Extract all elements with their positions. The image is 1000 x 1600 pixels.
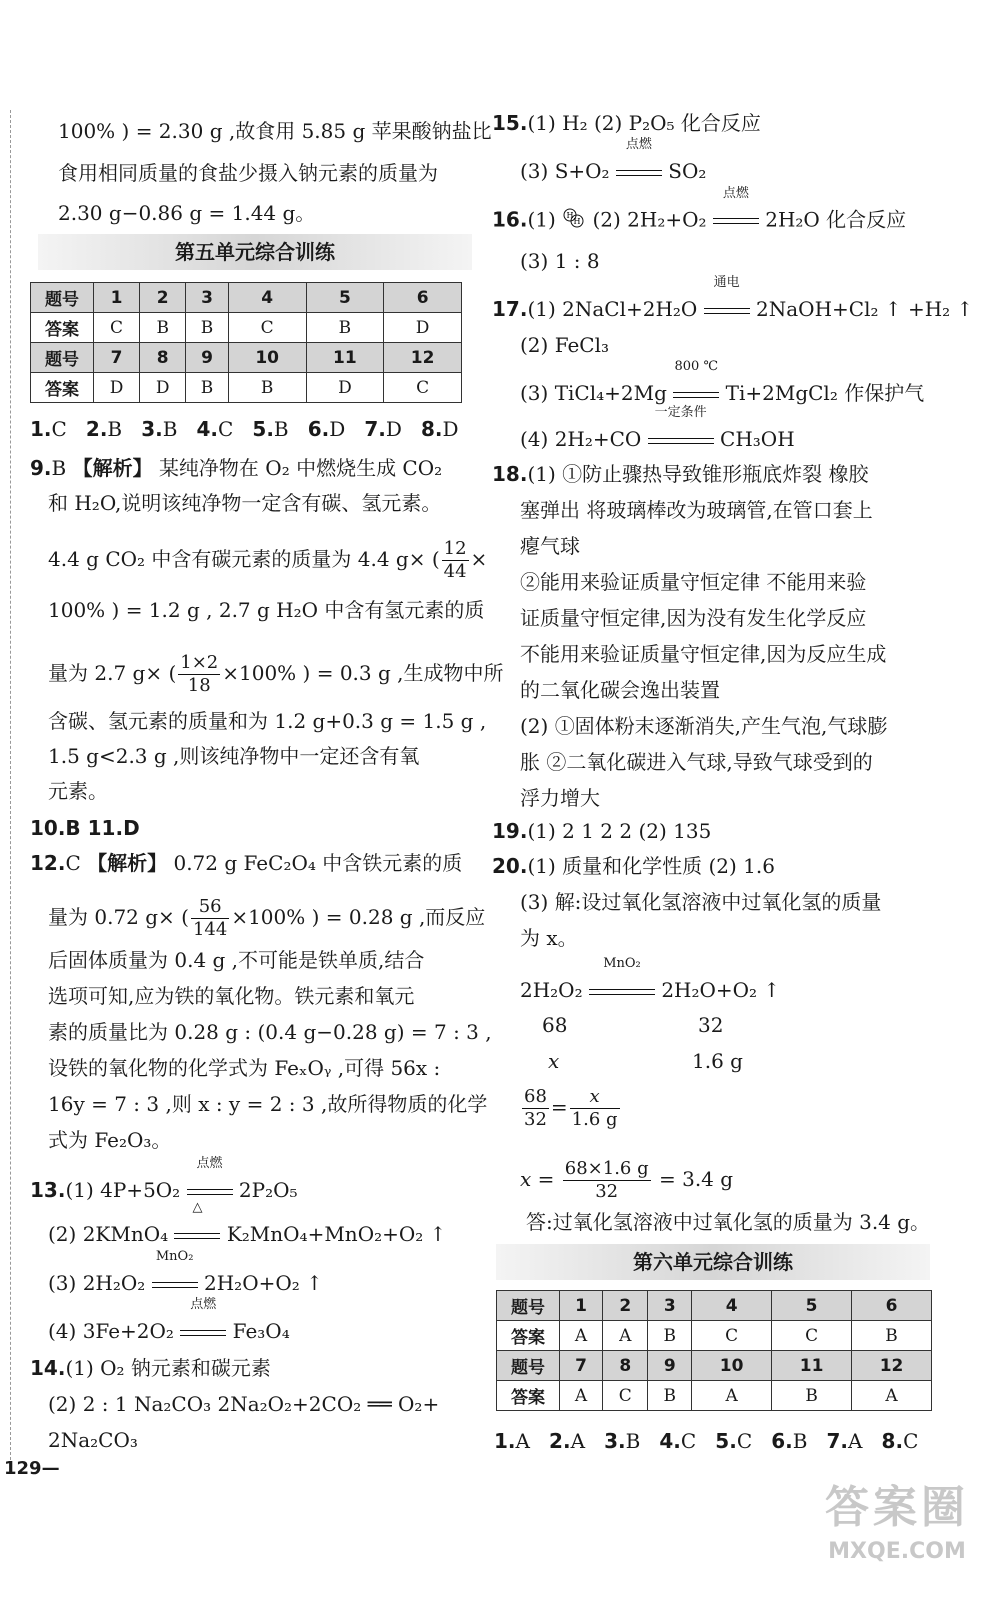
table-cell: B: [140, 313, 186, 343]
denominator: 1.6 g: [571, 1109, 618, 1130]
text-line: 食用相同质量的食盐少摄入钠元素的质量为: [58, 161, 438, 185]
reaction-arrow: [713, 185, 759, 233]
table-cell: 2: [140, 283, 186, 313]
table-cell: 4: [692, 1291, 772, 1321]
numerator: 1×2: [180, 652, 219, 673]
question-number: 2.: [549, 1429, 571, 1453]
fraction: [442, 538, 469, 583]
table-cell: B: [186, 373, 229, 403]
table-cell: D: [306, 373, 384, 403]
q19-line: [492, 818, 711, 844]
analysis-tag: 【解析】: [87, 851, 168, 875]
numerator: x: [570, 1086, 620, 1109]
q17-eq1: [492, 275, 974, 322]
unit5-answer-table: [30, 282, 462, 403]
text-line: 元素。: [48, 779, 108, 803]
denominator: 144: [192, 919, 228, 940]
table-cell: A: [692, 1381, 772, 1411]
unit5-title: 第五单元综合训练: [38, 234, 472, 270]
table-cell: 9: [186, 343, 229, 373]
reaction-arrow: [174, 1200, 220, 1247]
table-cell: B: [306, 313, 384, 343]
svg-text:H: H: [566, 211, 574, 220]
q14-line: [30, 1355, 271, 1381]
table-cell: 5: [772, 1291, 852, 1321]
table-cell: B: [228, 373, 306, 403]
text-line: 的二氧化碳会逸出装置: [520, 678, 720, 702]
text-line: 后固体质量为 0.4 g ,不可能是铁单质,结合: [48, 948, 425, 972]
text: (1) 质量和化学性质 (2) 1.6: [527, 854, 775, 878]
equation-left: (1) 4P+5O₂: [65, 1178, 187, 1202]
table-row: [497, 1321, 932, 1351]
table-cell: 题号: [31, 283, 94, 313]
table-cell: 9: [648, 1351, 692, 1381]
equation-left: (2) 2H₂+O₂: [592, 207, 713, 232]
text: = 3.4 g: [652, 1167, 734, 1191]
text-line: 浮力增大: [520, 786, 600, 810]
text-line: (3) 解:设过氧化氢溶液中过氧化氢的质量: [520, 890, 882, 914]
column-divider: [10, 110, 11, 1470]
table-cell: 3: [186, 283, 229, 313]
table-cell: 11: [306, 343, 384, 373]
reaction-condition: 点燃: [722, 185, 749, 201]
table-cell: 答案: [31, 373, 94, 403]
analysis-tag: 【解析】: [72, 456, 153, 480]
question-number: 15.: [492, 111, 528, 135]
table-cell: 题号: [497, 1351, 560, 1381]
table-cell: A: [852, 1381, 932, 1411]
question-number: 19.: [492, 819, 528, 843]
question-number: 8.: [881, 1429, 904, 1453]
molar-mass-68: 68: [542, 1013, 568, 1037]
answer: B: [51, 456, 67, 480]
table-row: [31, 373, 462, 403]
text-line: 不能用来验证质量守恒定律,因为反应生成: [520, 642, 887, 666]
question-number: 8.: [420, 417, 443, 441]
answer: A: [570, 1429, 586, 1453]
hydrogen-molecule-icon: [562, 206, 586, 236]
text-line: 100% ) = 1.2 g , 2.7 g H₂O 中含有氢元素的质: [48, 598, 485, 622]
table-cell: D: [384, 313, 462, 343]
equation-right: 2H₂O+O₂ ↑: [654, 978, 781, 1002]
reaction-condition: △: [192, 1200, 203, 1215]
numerator: 68×1.6 g: [564, 1158, 649, 1179]
text-line: 素的质量比为 0.28 g : (0.4 g−0.28 g) = 7 : 3 ,: [48, 1020, 492, 1044]
table-cell: 1: [94, 283, 140, 313]
table-cell: 7: [560, 1351, 603, 1381]
question-number: 9.: [30, 456, 52, 480]
equation-left: (1) 2NaCl+2H₂O: [527, 297, 704, 321]
table-cell: C: [692, 1321, 772, 1351]
fraction: [178, 652, 220, 697]
table-cell: 7: [94, 343, 140, 373]
q15-eq: [520, 137, 707, 184]
answer: B: [273, 417, 289, 441]
denominator: 32: [524, 1109, 547, 1130]
table-row: [31, 313, 462, 343]
q13-eq1: [30, 1156, 298, 1203]
table-cell: 题号: [31, 343, 94, 373]
numerator: 56: [191, 896, 229, 919]
table-cell: 3: [648, 1291, 692, 1321]
table-cell: C: [384, 373, 462, 403]
answer: B: [792, 1429, 808, 1453]
table-cell: D: [94, 373, 140, 403]
q20-equation: [520, 956, 781, 1003]
text-line: [48, 896, 485, 941]
question-number: 13.: [30, 1178, 66, 1202]
numerator: 12: [443, 538, 467, 559]
table-row: [497, 1381, 932, 1411]
table-cell: 2: [603, 1291, 648, 1321]
question-number: 5.: [252, 417, 274, 441]
question-number: 20.: [492, 854, 528, 878]
equation-right: 2H₂O 化合反应: [758, 207, 907, 232]
numerator: 68: [524, 1086, 547, 1107]
answer: C: [218, 417, 234, 441]
table-cell: C: [772, 1321, 852, 1351]
table-cell: B: [648, 1381, 692, 1411]
reaction-arrow: [704, 275, 750, 322]
equation-right: K₂MnO₄+MnO₂+O₂ ↑: [220, 1222, 447, 1246]
q20-line: [492, 853, 775, 879]
table-cell: B: [186, 313, 229, 343]
watermark-logo-text: 答案圈: [825, 1482, 969, 1533]
question-number: 6.: [307, 417, 330, 441]
answer: C: [680, 1429, 697, 1453]
question-number: 1.: [30, 417, 52, 441]
q12-line: [30, 850, 462, 876]
denominator: 32: [595, 1181, 619, 1202]
reaction-condition: 点燃: [190, 1297, 217, 1312]
equation-right: Ti+2MgCl₂ 作保护气: [719, 381, 925, 405]
table-cell: 10: [228, 343, 306, 373]
text: 0.72 g FeC₂O₄ 中含铁元素的质: [173, 851, 463, 875]
equation-left: (4) 2H₂+CO: [520, 427, 648, 451]
text: (1) H₂ (2) P₂O₅ 化合反应: [527, 111, 761, 135]
table-cell: B: [772, 1381, 852, 1411]
reaction-condition: 通电: [713, 275, 740, 290]
proportion: $\frac{68}{32}$ = $\frac{x}{1.6 g}$: [524, 1086, 618, 1130]
question-number: 4.: [196, 417, 219, 441]
question-number: 1.: [494, 1429, 516, 1453]
text-line: (3) 1 : 8: [520, 249, 600, 273]
reaction-arrow: [648, 405, 714, 452]
table-cell: A: [603, 1321, 648, 1351]
question-number: 5.: [715, 1429, 737, 1453]
text-line: [48, 538, 487, 583]
fraction: [563, 1158, 651, 1203]
q18-line: [492, 461, 868, 487]
answer: C: [65, 851, 81, 875]
mc-answers-unit6: [494, 1428, 918, 1454]
table-cell: 答案: [31, 313, 94, 343]
question-number: 7.: [364, 417, 386, 441]
answer: C: [903, 1429, 919, 1453]
text: 量为 2.7 g× (: [48, 661, 177, 685]
table-cell: D: [140, 373, 186, 403]
equation-right: 2P₂O₅: [232, 1178, 298, 1202]
reaction-condition: 点燃: [625, 137, 652, 152]
answer: C: [51, 417, 67, 441]
answer: A: [515, 1429, 530, 1453]
q13-eq4: [48, 1297, 290, 1344]
reaction-arrow: [616, 137, 662, 184]
equation-left: 2H₂O₂: [520, 978, 589, 1002]
table-cell: A: [560, 1321, 603, 1351]
question-number: 3.: [141, 417, 163, 441]
equation-left: (3) 2H₂O₂: [48, 1271, 152, 1295]
equation-right: 2NaOH+Cl₂ ↑ +H₂ ↑: [749, 297, 974, 321]
answer: B: [162, 417, 178, 441]
answers: 10.B 11.D: [30, 816, 140, 840]
q15-line: [492, 110, 761, 136]
text: ×100% ) = 0.28 g ,而反应: [231, 905, 486, 929]
q9-line: [30, 455, 442, 481]
denominator: 44: [443, 561, 467, 582]
table-cell: 10: [692, 1351, 772, 1381]
watermark-url: MXQE.COM: [828, 1539, 966, 1564]
equation-left: (4) 3Fe+2O₂: [48, 1319, 181, 1343]
table-row: [31, 283, 462, 313]
text-line: 为 x。: [520, 926, 578, 950]
text-line: 塞弹出 将玻璃棒改为玻璃管,在管口套上: [520, 498, 873, 522]
text: x =: [520, 1167, 561, 1191]
page-number: 129—: [4, 1458, 60, 1479]
equation-right: 2H₂O+O₂ ↑: [197, 1271, 323, 1295]
answer: C: [736, 1429, 753, 1453]
table-cell: 12: [384, 343, 462, 373]
reaction-condition: 一定条件: [654, 405, 707, 420]
answer-line: 答:过氧化氢溶液中过氧化氢的质量为 3.4 g。: [526, 1210, 931, 1234]
unknown-x: x: [548, 1049, 560, 1073]
text-line: 1.5 g<2.3 g ,则该纯净物中一定还含有氧: [48, 744, 420, 768]
question-number: 6.: [771, 1429, 793, 1453]
q13-eq3: [48, 1249, 323, 1296]
text: (1) 2 1 2 2 (2) 135: [527, 819, 712, 843]
reaction-arrow: [152, 1249, 198, 1296]
table-cell: 1: [560, 1291, 603, 1321]
text-line: 式为 Fe₂O₃。: [48, 1128, 172, 1152]
reaction-arrow: [589, 956, 655, 1003]
mc-answers-unit5: [30, 416, 459, 442]
molar-mass-32: 32: [698, 1013, 724, 1037]
question-number: 14.: [30, 1356, 66, 1380]
table-cell: B: [648, 1321, 692, 1351]
unit6-title: 第六单元综合训练: [496, 1244, 930, 1280]
fraction: [570, 1086, 620, 1131]
q10-11-line: [30, 815, 140, 841]
question-number: 2.: [85, 417, 108, 441]
text: 某纯净物在 O₂ 中燃烧生成 CO₂: [158, 456, 443, 480]
text-line: 2.30 g−0.86 g = 1.44 g。: [58, 201, 316, 225]
watermark: [812, 1478, 982, 1588]
table-cell: 4: [228, 283, 306, 313]
equation-left: (3) TiCl₄+2Mg: [520, 381, 674, 405]
table-cell: 5: [306, 283, 384, 313]
q17-eq3: [520, 359, 925, 406]
table-row: [31, 343, 462, 373]
text-line: 和 H₂O,说明该纯净物一定含有碳、氢元素。: [48, 491, 442, 515]
table-cell: 答案: [497, 1321, 560, 1351]
answer: A: [848, 1429, 863, 1453]
denominator: 18: [187, 675, 211, 696]
table-cell: 6: [384, 283, 462, 313]
text: 量为 0.72 g× (: [48, 905, 189, 929]
text-line: 瘪气球: [520, 534, 580, 558]
question-number: 3.: [604, 1429, 626, 1453]
unit6-answer-table: [496, 1290, 932, 1411]
text-line: (2) ①固体粉末逐渐消失,产生气泡,气球膨: [520, 714, 888, 738]
fraction: [522, 1086, 549, 1131]
text-line: 含碳、氢元素的质量和为 1.2 g+0.3 g = 1.5 g ,: [48, 709, 487, 733]
table-cell: B: [852, 1321, 932, 1351]
table-cell: A: [560, 1381, 603, 1411]
table-cell: 8: [140, 343, 186, 373]
table-cell: 11: [772, 1351, 852, 1381]
equation-right: CH₃OH: [713, 427, 795, 451]
text-line: 16y = 7 : 3 ,则 x : y = 2 : 3 ,故所得物质的化学: [48, 1092, 488, 1116]
table-cell: C: [603, 1381, 648, 1411]
text-line: 证质量守恒定律,因为没有发生化学反应: [520, 606, 867, 630]
text-line: (2) 2 : 1 Na₂CO₃ 2Na₂O₂+2CO₂ ══ O₂+: [48, 1392, 440, 1416]
q13-eq2: [48, 1200, 447, 1247]
reaction-arrow: [673, 359, 719, 406]
question-number: 7.: [826, 1429, 849, 1453]
q16-line: [492, 185, 907, 236]
table-row: [497, 1351, 932, 1381]
equation-left: (2) 2KMnO₄: [48, 1222, 175, 1246]
table-cell: 答案: [497, 1381, 560, 1411]
reaction-condition: 800 ℃: [674, 359, 719, 374]
text: ×: [470, 547, 488, 571]
solve-x: [520, 1158, 733, 1203]
answer: B: [625, 1429, 641, 1453]
answer: D: [329, 417, 346, 441]
table-cell: 6: [852, 1291, 932, 1321]
table-cell: C: [228, 313, 306, 343]
question-number: 4.: [659, 1429, 681, 1453]
answer: B: [107, 417, 123, 441]
table-cell: 12: [852, 1351, 932, 1381]
answer: D: [442, 417, 459, 441]
reaction-condition: 点燃: [196, 1156, 223, 1171]
svg-text:H: H: [573, 217, 581, 226]
question-number: 17.: [492, 297, 528, 321]
text: (1): [527, 207, 563, 232]
text-line: ②能用来验证质量守恒定律 不能用来验: [520, 570, 867, 594]
fraction: [191, 896, 229, 941]
question-number: 12.: [30, 851, 66, 875]
answer: D: [385, 417, 402, 441]
text: 4.4 g CO₂ 中含有碳元素的质量为 4.4 g× (: [48, 547, 440, 571]
table-cell: 题号: [497, 1291, 560, 1321]
equation-left: (3) S+O₂: [520, 159, 616, 183]
reaction-arrow: [180, 1297, 226, 1344]
table-row: [497, 1291, 932, 1321]
reaction-condition: MnO₂: [155, 1249, 194, 1264]
text-line: 选项可知,应为铁的氧化物。铁元素和氧元: [48, 984, 415, 1008]
text-line: (2) FeCl₃: [520, 333, 610, 357]
text: (1) ①防止骤热导致锥形瓶底炸裂 橡胶: [527, 462, 869, 486]
equation-right: Fe₃O₄: [226, 1319, 290, 1343]
text: (1) O₂ 钠元素和碳元素: [65, 1356, 271, 1380]
text-line: 胀 ②二氧化碳进入气球,导致气球受到的: [520, 750, 873, 774]
table-cell: 8: [603, 1351, 648, 1381]
text-line: 设铁的氧化物的化学式为 FeₓOᵧ ,可得 56x :: [48, 1056, 441, 1080]
equation-right: SO₂: [661, 159, 707, 183]
text-line: 100% ) = 2.30 g ,故食用 5.85 g 苹果酸钠盐比: [58, 119, 492, 143]
question-number: 16.: [492, 207, 528, 232]
question-number: 18.: [492, 462, 528, 486]
reaction-condition: MnO₂: [603, 956, 641, 971]
q17-eq4: [520, 405, 795, 452]
table-cell: C: [94, 313, 140, 343]
text-line: 2Na₂CO₃: [48, 1428, 138, 1452]
mass-1-6g: 1.6 g: [692, 1049, 743, 1073]
text: ×100% ) = 0.3 g ,生成物中所: [222, 661, 504, 685]
text-line: [48, 652, 504, 697]
